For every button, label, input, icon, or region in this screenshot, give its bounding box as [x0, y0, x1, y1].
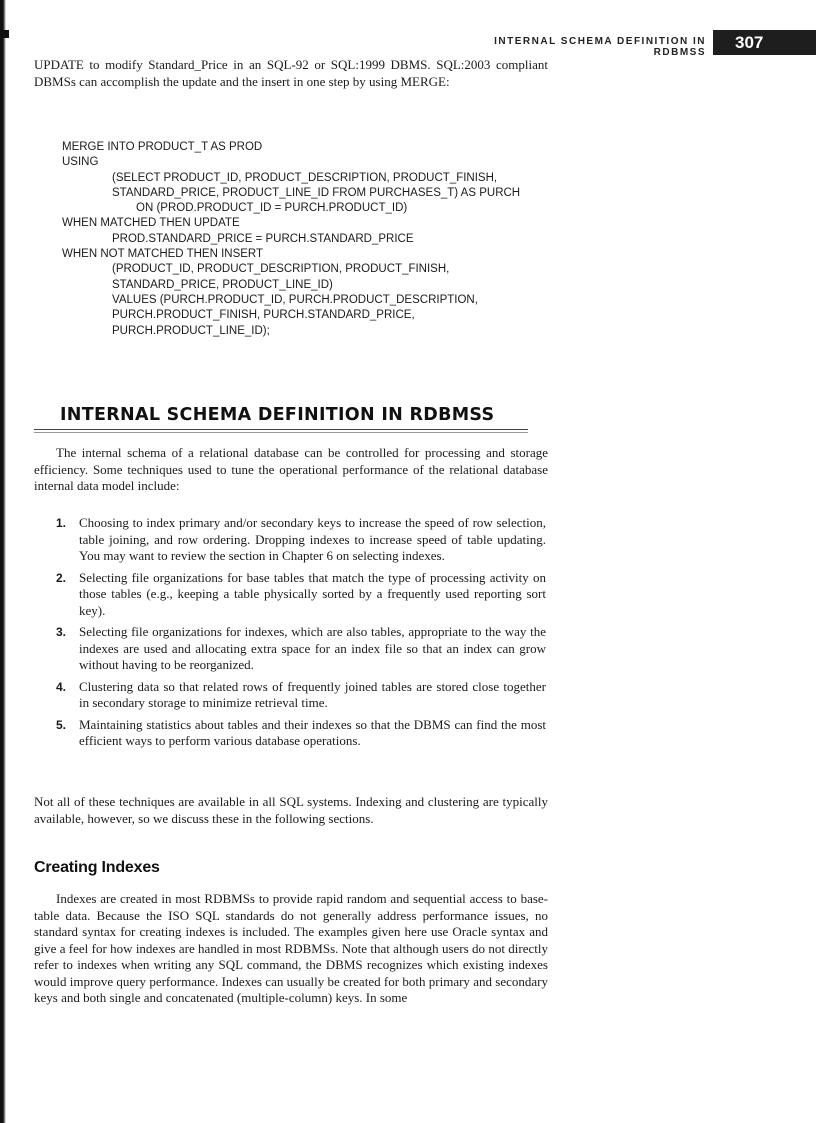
item-text: Maintaining statistics about tables and their indexes so that the DBMS can find the most efficient ways to perform various database operations.	[79, 716, 546, 748]
list-item	[56, 679, 546, 712]
tuning-techniques-list	[56, 515, 546, 755]
code-line: STANDARD_PRICE, PRODUCT_LINE_ID FROM PURCHASES_T) AS PURCH	[112, 186, 521, 199]
item-text: Selecting file organizations for base tables that match the type of processing activity on those tables (e.g., keeping a table physically sorted by a frequently used reporting sort key).	[79, 569, 546, 618]
list-item	[56, 515, 546, 565]
intro-paragraph: UPDATE to modify Standard_Price in an SQL-92 or SQL:1999 DBMS. SQL:2003 compliant DBMSs can accomplish the update and the insert in one step by using MERGE:	[34, 57, 548, 89]
code-line: PURCH.PRODUCT_LINE_ID);	[112, 324, 270, 337]
item-text: Choosing to index primary and/or secondary keys to increase the speed of row selection, table joining, and row ordering. Dropping indexes to increase speed of table updating. You may want to review the section in Chapter 6 on selecting indexes.	[79, 515, 546, 563]
item-number: 1.	[56, 516, 67, 530]
subsection-heading: Creating Indexes	[34, 859, 160, 876]
code-line: WHEN NOT MATCHED THEN INSERT	[62, 248, 264, 261]
section-closing-paragraph: Not all of these techniques are available in all SQL systems. Indexing and clustering are typically available, however, so we discuss these in the following sections.	[34, 794, 548, 826]
code-line: (PRODUCT_ID, PRODUCT_DESCRIPTION, PRODUCT_FINISH,	[112, 263, 450, 276]
subsection-paragraph: Indexes are created in most RDBMSs to provide rapid random and sequential access to base-table data. Because the ISO SQL standards do not generally address performance issues, no standard syntax for creating indexes is included. The examples given here use Oracle syntax and give a feel for how indexes are handled in most RDBMSs. Note that although users do not directly refer to indexes when writing any SQL command, the DBMS recognizes which existing indexes would improve query performance. Indexes can usually be created for both primary and secondary keys and both single and concatenated (multiple-column) keys. In some	[34, 891, 548, 1005]
code-line: VALUES (PURCH.PRODUCT_ID, PURCH.PRODUCT_DESCRIPTION,	[112, 293, 478, 306]
item-number: 3.	[56, 625, 67, 639]
merge-code-block	[62, 140, 562, 339]
item-number: 4.	[56, 679, 67, 694]
code-line: PROD.STANDARD_PRICE = PURCH.STANDARD_PRICE	[112, 232, 414, 245]
item-number: 2.	[56, 570, 67, 585]
code-line: USING	[62, 156, 99, 169]
list-item	[56, 624, 546, 674]
heading-rule	[34, 429, 528, 430]
item-number: 5.	[56, 717, 67, 732]
running-head: INTERNAL SCHEMA DEFINITION IN RDBMSS	[494, 36, 706, 58]
code-line: STANDARD_PRICE, PRODUCT_LINE_ID)	[112, 278, 333, 291]
item-text: Clustering data so that related rows of frequently joined tables are stored close together in secondary storage to minimize retrieval time.	[79, 678, 546, 710]
page-binding-edge	[0, 0, 6, 1123]
page-number: 307	[713, 30, 816, 55]
code-line: MERGE INTO PRODUCT_T AS PROD	[62, 141, 263, 153]
section-heading: INTERNAL SCHEMA DEFINITION IN RDBMSS	[60, 405, 495, 425]
list-item	[56, 717, 546, 750]
code-line: WHEN MATCHED THEN UPDATE	[62, 217, 240, 230]
code-line: (SELECT PRODUCT_ID, PRODUCT_DESCRIPTION, PRODUCT_FINISH,	[112, 171, 498, 184]
list-item	[56, 570, 546, 620]
code-line: PURCH.PRODUCT_FINISH, PURCH.STANDARD_PRICE,	[112, 309, 415, 322]
binding-mark	[0, 30, 9, 38]
item-text: Selecting file organizations for indexes, which are also tables, appropriate to the way the indexes are used and allocating extra space for an index file so that an index can grow without having to be reorganized.	[79, 624, 546, 672]
code-line: ON (PROD.PRODUCT_ID = PURCH.PRODUCT_ID)	[136, 202, 408, 215]
section-intro-paragraph: The internal schema of a relational database can be controlled for processing and storage efficiency. Some techniques used to tune the operational performance of the relational database internal data model include:	[34, 445, 548, 493]
heading-rule-secondary	[34, 432, 528, 433]
